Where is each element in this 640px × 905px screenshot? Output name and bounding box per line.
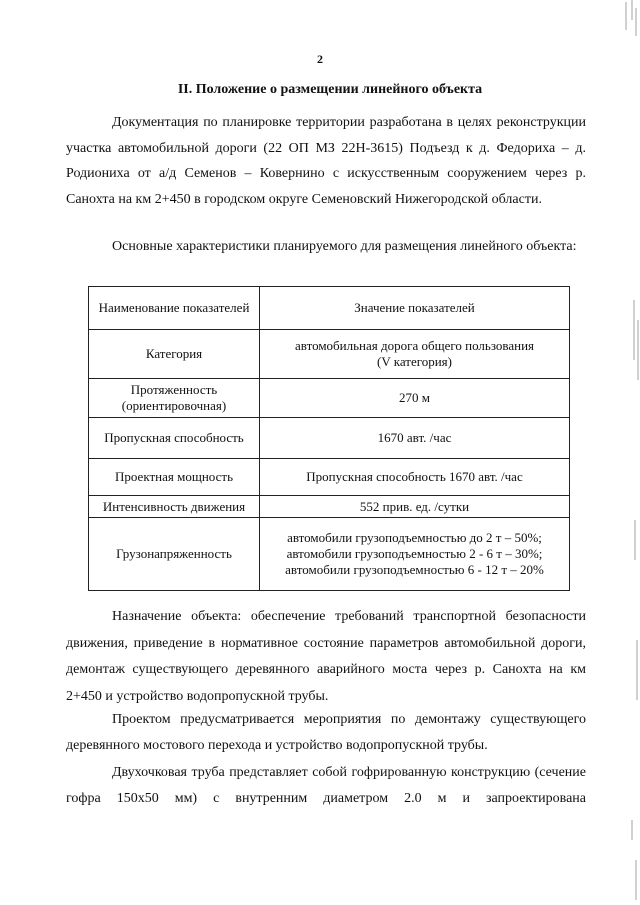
row-name-cell <box>89 379 260 418</box>
table-row <box>89 330 570 379</box>
row-value-cell <box>260 330 570 379</box>
paragraph-measures-text: Проектом предусматривается мероприятия по демонтажу существующего деревянного мостового перехода и устройство водопропускной трубы. <box>66 712 586 753</box>
row-name-cell: Проектная мощность <box>89 459 260 496</box>
characteristics-table <box>88 286 570 591</box>
table-row <box>89 459 570 496</box>
header-value-cell: Значение показателей <box>260 287 570 330</box>
table-header-row <box>89 287 570 330</box>
name-line: Протяженность <box>130 382 218 397</box>
name-line: (ориентировочная) <box>121 398 227 413</box>
value-line: автомобили грузоподъемностью до 2 т – 50%; <box>287 530 542 545</box>
row-name-cell: Грузонапряженность <box>89 518 260 591</box>
row-value-cell: 552 прив. ед. /сутки <box>260 496 570 518</box>
paragraph-measures <box>66 707 586 758</box>
page-number: 2 <box>317 52 323 66</box>
row-value-cell: 270 м <box>260 379 570 418</box>
row-value-cell: Пропускная способность 1670 авт. /час <box>260 459 570 496</box>
header-name-cell: Наименование показателей <box>89 287 260 330</box>
row-value-cell <box>260 518 570 591</box>
value-line: автомобильная дорога общего пользования <box>294 338 535 353</box>
row-value-cell: 1670 авт. /час <box>260 418 570 459</box>
section-heading: II. Положение о размещении линейного объекта <box>177 82 483 97</box>
paragraph-characteristics <box>66 234 586 260</box>
paragraph-pipe-text: Двухочковая труба представляет собой гофрированную конструкцию (сечение гофра 150х50 мм) с внутренним диаметром 2.0 м и запроектирована <box>66 765 586 806</box>
paragraph-purpose <box>66 604 586 710</box>
row-name-cell: Пропускная способность <box>89 418 260 459</box>
table-row <box>89 418 570 459</box>
paragraph-purpose-text: Назначение объекта: обеспечение требований транспортной безопасности движения, приведение в нормативное состояние параметров автомобильной дороги, демонтаж существующего деревянного аварийного моста через р. Санохта на км 2+450 и устройство водопропускной трубы. <box>66 609 586 704</box>
table-row <box>89 518 570 591</box>
paragraph-intro-text: Документация по планировке территории разработана в целях реконструкции участка автомобильной дороги (22 ОП МЗ 22Н-3615) Подъезд к д. Федориха – д. Родиониха от а/д Семенов – Ковернино с искусственным сооружением через р. Санохта на км 2+450 в городском округе Семеновский Нижегородской области. <box>66 115 586 207</box>
value-line: автомобили грузоподъемностью 6 - 12 т – 20% <box>285 562 544 577</box>
row-name-cell: Категория <box>89 330 260 379</box>
row-name-cell: Интенсивность движения <box>89 496 260 518</box>
paragraph-pipe <box>66 760 586 811</box>
value-line: (V категория) <box>376 354 452 369</box>
paragraph-intro <box>66 110 586 212</box>
value-line: автомобили грузоподъемностью 2 - 6 т – 30%; <box>286 546 543 561</box>
paragraph-characteristics-text: Основные характеристики планируемого для размещения линейного объекта: <box>112 239 577 254</box>
table-row <box>89 379 570 418</box>
scan-edge-artifacts <box>620 0 640 905</box>
table-row <box>89 496 570 518</box>
